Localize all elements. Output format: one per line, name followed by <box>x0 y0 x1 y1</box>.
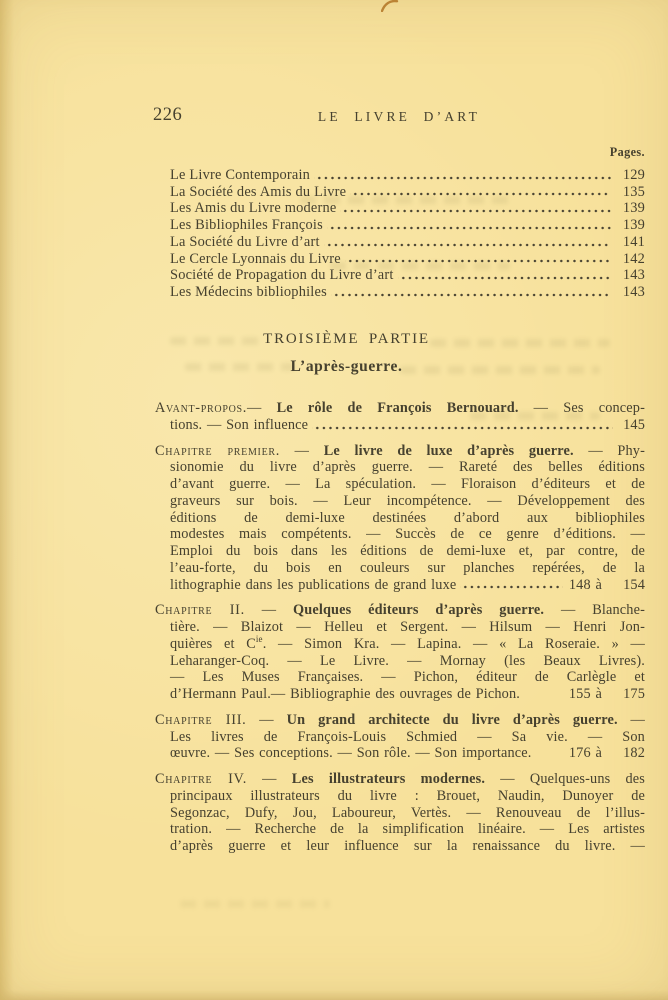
entry-line <box>170 669 645 686</box>
entry-text: principaux illustrateurs du livre : Brouet, Naudin, Dunoyer de <box>170 787 645 804</box>
entry-text: lithographie dans les publications de grand luxe <box>170 576 457 593</box>
toc-item-page: 141 <box>622 233 645 250</box>
toc-item-page: 143 <box>622 267 645 284</box>
entry-line <box>155 771 645 788</box>
entry-line <box>155 443 645 460</box>
chapter-label: Avant-propos. <box>155 400 248 416</box>
entry-text: — Quelques-uns des <box>485 771 646 787</box>
entry-text: — <box>246 711 287 728</box>
entry-text: modestes mais compétents. — Succès de ce genre d’éditions. — <box>170 526 645 543</box>
entry-line <box>170 619 645 636</box>
entry-line <box>170 459 645 476</box>
entry-chapitre-3 <box>155 712 645 762</box>
entry-line <box>170 821 645 838</box>
entry-line <box>155 400 645 417</box>
entry-line <box>170 526 645 543</box>
entry-line <box>155 712 645 729</box>
entry-text: — <box>247 400 277 416</box>
toc-item-title: Le Livre Contemporain <box>170 167 311 183</box>
entry-line-text <box>170 745 532 762</box>
entry-line-text <box>170 686 520 703</box>
entry-page-from: 155 à <box>568 686 602 702</box>
entry-line <box>170 653 645 670</box>
entry-chapitre-4 <box>155 771 645 855</box>
toc-item-title: Les Médecins bibliophiles <box>170 283 327 300</box>
chapter-label: Chapitre II. <box>155 602 245 619</box>
toc-item-page: 135 <box>622 183 645 200</box>
entry-text: — Phy- <box>573 442 645 459</box>
entry-text: Segonzac, Dufy, Jou, Laboureur, Vertès. — Renouveau de l’illus- <box>170 804 645 821</box>
dot-leader <box>327 217 611 234</box>
entry-text: d’après guerre et leur influence sur la renaissance du livre. — <box>170 838 645 854</box>
dot-leader <box>331 284 611 301</box>
toc-item-page: 139 <box>622 200 645 217</box>
entry-line <box>170 788 645 805</box>
entry-page-to: 175 <box>623 686 645 702</box>
toc-item-page: 129 <box>622 167 645 183</box>
entries <box>155 400 645 864</box>
toc-item-title: Les Bibliophiles François <box>170 217 323 234</box>
entry-text: d’avant guerre. — La spéculation. — Floraison d’éditeurs et de <box>170 476 645 492</box>
part-title: TROISIÈME PARTIE <box>263 331 430 347</box>
toc-item-title: La Société du Livre d’art <box>170 233 320 250</box>
chapter-label: Chapitre III. <box>155 711 247 728</box>
toc-item-page: 142 <box>622 250 645 267</box>
entry-line <box>170 745 645 762</box>
chapter-label: Chapitre premier. <box>155 442 281 459</box>
dot-leader <box>460 577 563 594</box>
ink-mark <box>381 0 399 12</box>
entry-line <box>170 560 645 577</box>
entry-page-to: 145 <box>623 416 645 433</box>
entry-text: d’Hermann Paul.— Bibliographie des ouvrages de Pichon. <box>170 686 521 702</box>
toc-item <box>170 267 645 284</box>
entry-line <box>170 476 645 493</box>
dot-leader <box>350 184 611 201</box>
entry-text: graveurs sur bois. — Leur incompétence. — Développement des <box>170 492 645 509</box>
entry-page-from: 148 à <box>568 576 602 593</box>
entry-line <box>170 686 645 703</box>
chapter-label: Chapitre IV. <box>155 771 247 787</box>
entry-text: — <box>280 442 324 459</box>
entry-line <box>170 417 645 434</box>
pages-column-label: Pages. <box>609 145 645 159</box>
dot-leader <box>324 234 611 251</box>
entry-line <box>170 510 645 527</box>
toc-item <box>170 251 645 268</box>
entry-text: Les livres de François-Louis Schmied — Sa vie. — Son <box>170 728 645 745</box>
running-title: LE LIVRE D’ART <box>317 109 481 124</box>
entry-line <box>170 493 645 510</box>
entry-text: œuvre. — Ses conceptions. — Son rôle. — Son importance. <box>170 745 532 762</box>
dot-leader <box>345 251 611 268</box>
entry-text: — <box>244 602 293 619</box>
chapter-title: Le rôle de François Bernouard. <box>276 400 519 416</box>
entry-text: . — Simon Kra. — Lapina. — « La Roseraie. » — <box>262 635 645 652</box>
entry-page-to: 182 <box>623 745 645 762</box>
entry-avant-propos <box>155 400 645 434</box>
part-heading <box>155 331 538 376</box>
toc-item <box>170 184 645 201</box>
toc-item <box>170 284 645 301</box>
entry-line <box>155 602 645 619</box>
entry-line <box>170 543 645 560</box>
entry-text: tière. — Blaizot — Helleu et Sergent. — Hilsum — Henri Jon- <box>170 619 645 635</box>
toc-item-title: La Société des Amis du Livre <box>170 183 347 200</box>
entry-text: tions. — Son influence <box>170 416 309 433</box>
entry-line <box>170 729 645 746</box>
entry-line-text <box>170 577 456 594</box>
chapter-title: Les illustrateurs modernes. <box>291 771 486 787</box>
entry-text: ie <box>255 633 263 644</box>
dot-leader <box>312 417 613 434</box>
show-through-smudge <box>180 900 330 908</box>
page-header <box>153 105 645 127</box>
entry-text: — Les Muses Françaises. — Pichon, éditeur de Carlègle et <box>170 669 645 686</box>
entry-text: éditions de demi-luxe destinées d’abord aux bibliophiles <box>170 509 645 526</box>
entry-line <box>170 805 645 822</box>
entry-text: — Blanche- <box>544 602 645 619</box>
page-number: 226 <box>153 105 183 125</box>
entry-page-to: 154 <box>623 576 645 593</box>
entry-chapitre-2 <box>155 602 645 703</box>
entry-text: — <box>247 771 292 787</box>
leader-space <box>536 745 563 762</box>
leader-space <box>524 686 563 703</box>
toc-item-page: 143 <box>622 283 645 300</box>
toc-item-title: Les Amis du Livre moderne <box>170 200 337 217</box>
chapter-title: Un grand architecte du livre d’après guerre. <box>286 711 618 728</box>
entry-text: — <box>617 711 645 728</box>
chapter-title: Quelques éditeurs d’après guerre. <box>292 602 545 619</box>
toc-item-title: Société de Propagation du Livre d’art <box>170 267 394 284</box>
entry-text: tration. — Recherche de la simplification linéaire. — Les artistes <box>170 821 645 838</box>
toc-list <box>170 167 645 301</box>
toc-item <box>170 200 645 217</box>
entry-text: quières et C <box>170 635 256 652</box>
entry-text: Emploi du bois dans les éditions de demi-luxe et, par contre, de <box>170 543 645 559</box>
entry-line <box>170 838 645 855</box>
entry-text: — Ses concep- <box>518 400 645 416</box>
toc-item <box>170 234 645 251</box>
entry-line-text <box>170 417 308 434</box>
entry-text: l’eau-forte, du bois en couleurs sur planches repérées, de la <box>170 559 645 576</box>
entry-text: sionomie du livre d’après guerre. — Rareté des belles éditions <box>170 459 645 476</box>
entry-page-from: 176 à <box>568 745 602 762</box>
toc-item-title: Le Cercle Lyonnais du Livre <box>170 250 341 267</box>
entry-line <box>170 577 645 594</box>
toc-item <box>170 167 645 184</box>
toc-item <box>170 217 645 234</box>
dot-leader <box>340 200 611 217</box>
chapter-title: Le livre de luxe d’après guerre. <box>323 442 574 459</box>
dot-leader <box>398 267 611 284</box>
part-subtitle: L’après-guerre. <box>290 358 403 375</box>
toc-item-page: 139 <box>622 217 645 234</box>
entry-text: Leharanger-Coq. — Le Livre. — Mornay (les Beaux Livres). <box>170 652 645 669</box>
entry-line <box>170 633 645 653</box>
entry-chapitre-premier <box>155 443 645 594</box>
dot-leader <box>314 167 611 184</box>
